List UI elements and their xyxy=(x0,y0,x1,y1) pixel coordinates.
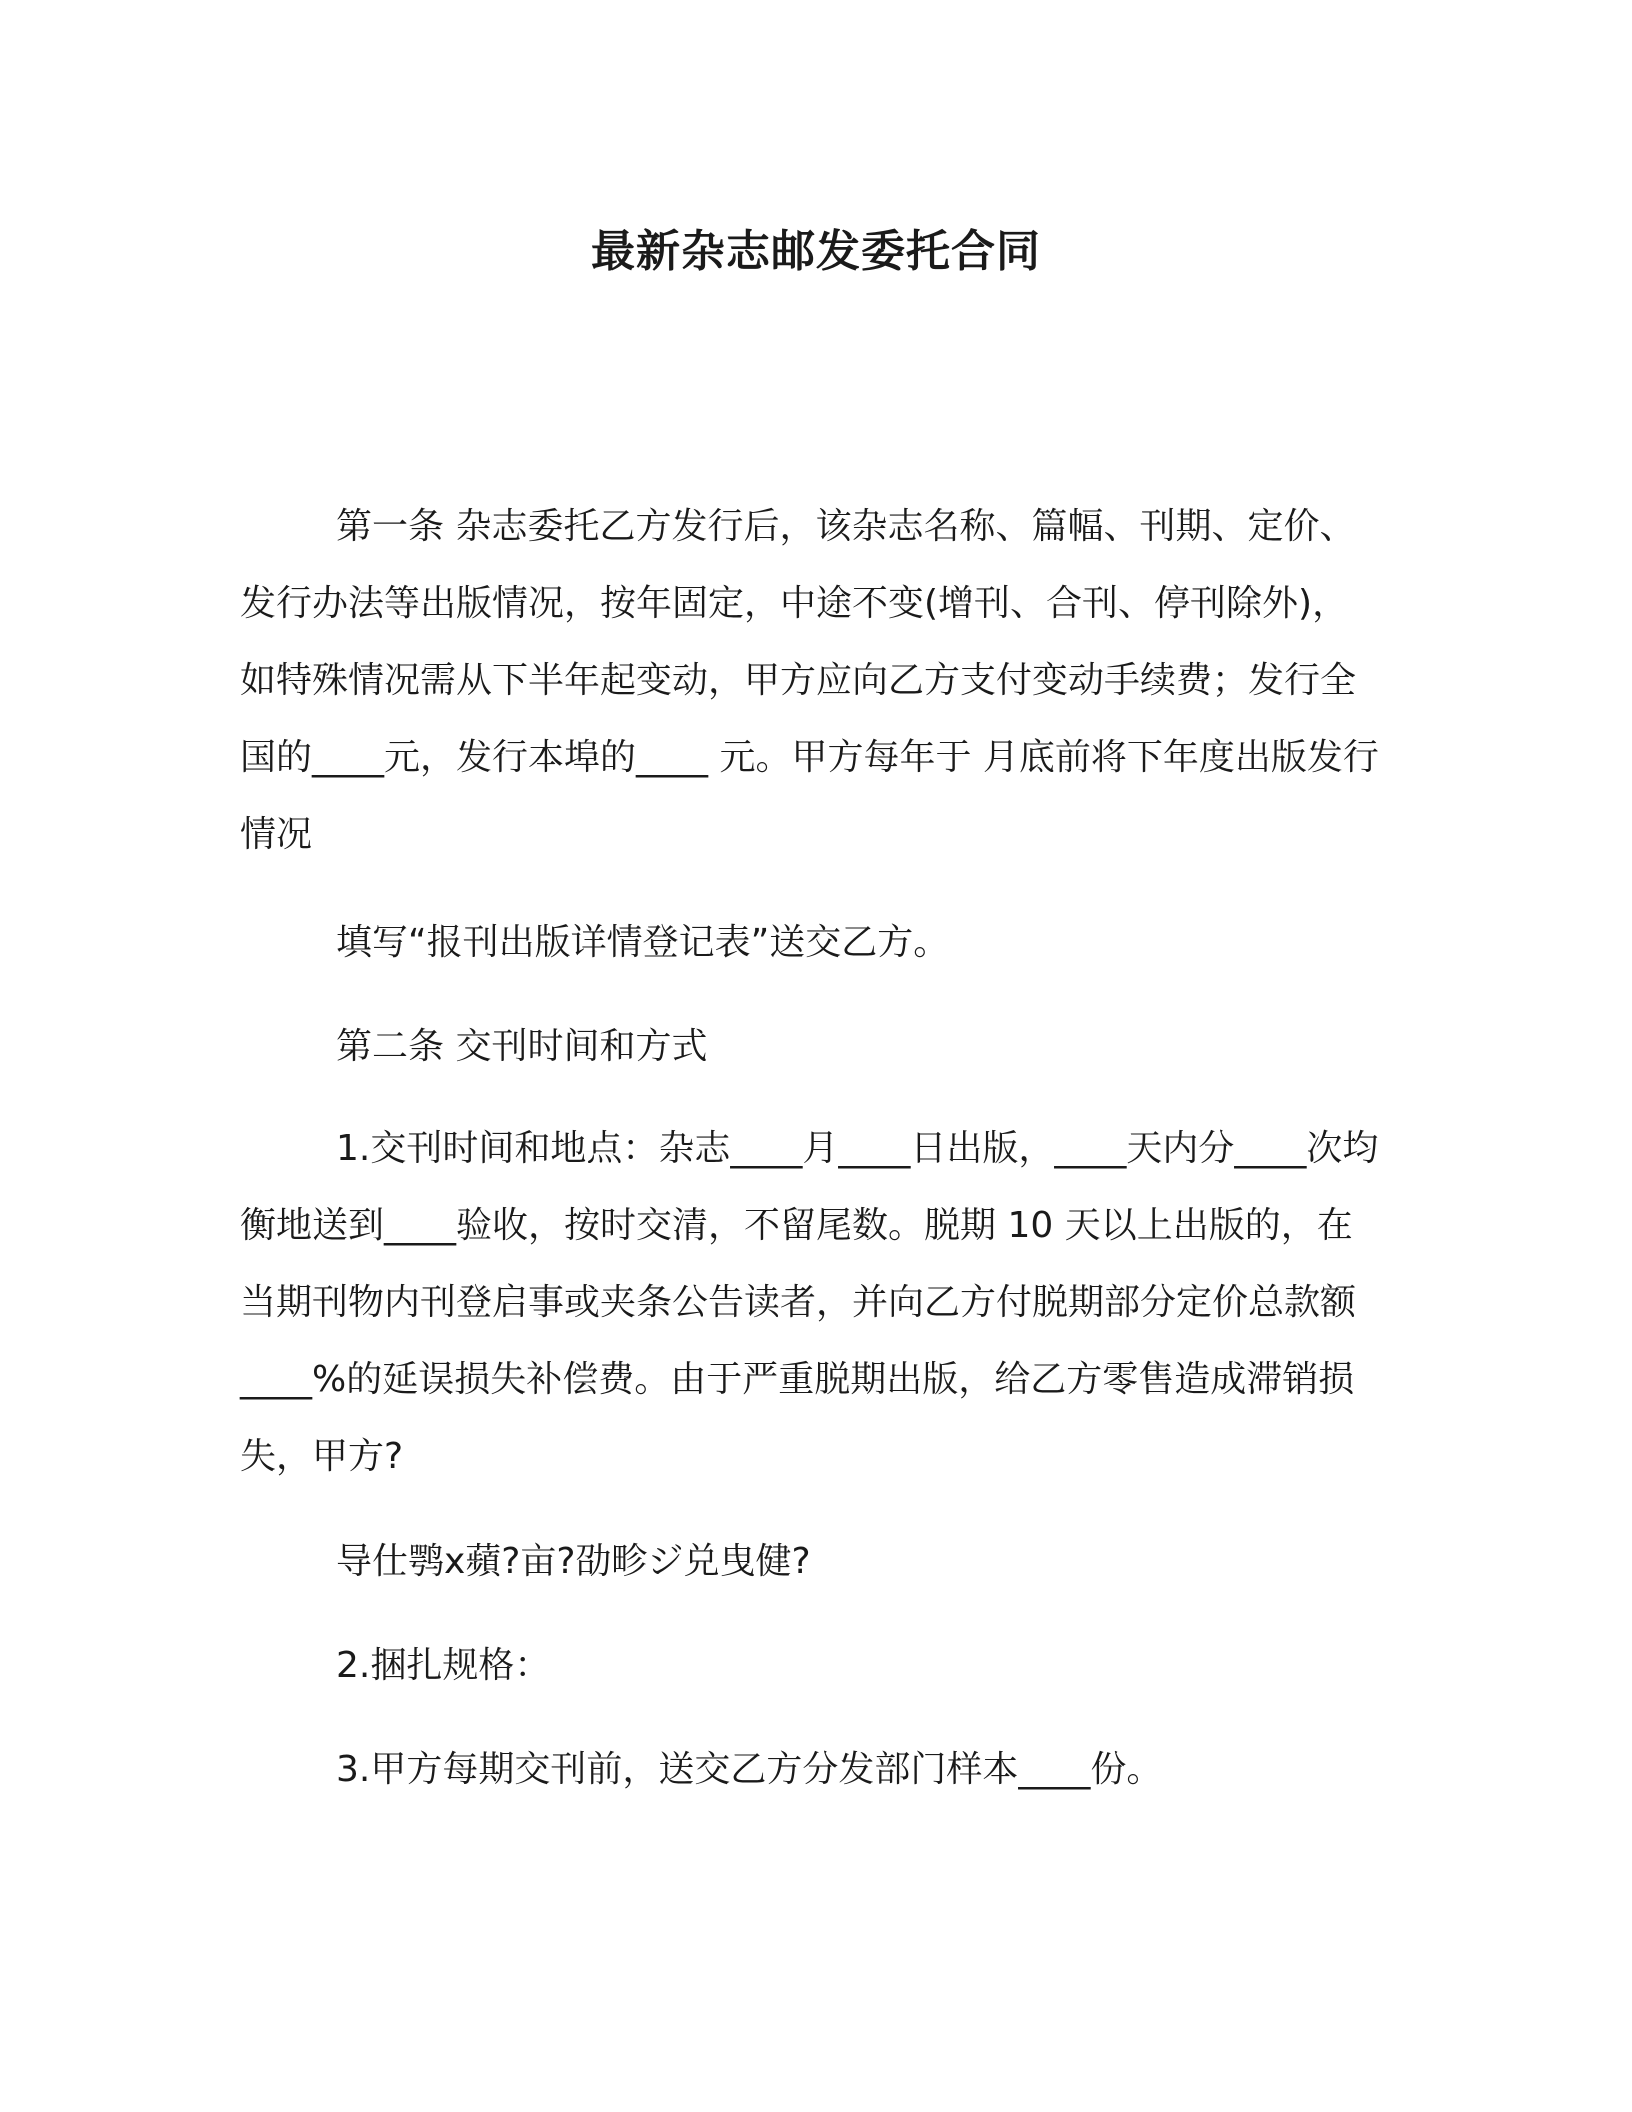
paragraph-delivery-time: 1.交刊时间和地点：杂志____月____日出版，____天内分____次均衡地送到____验收，按时交清，不留尾数。脱期 10 天以上出版的，在当期刊物内刊登启事或夹条公告读者，并向乙方付脱期部分定价总款额____%的延误损失补偿费。由于严重脱期出版，给乙方零售造成滞销损失，甲方? xyxy=(240,1128,1379,1477)
paragraph-fill-form: 填写“报刊出版详情登记表”送交乙方。 xyxy=(336,922,950,963)
paragraph-binding-spec: 2.捆扎规格： xyxy=(336,1645,551,1686)
paragraph-article-1: 第一条 杂志委托乙方发行后，该杂志名称、篇幅、刊期、定价、发行办法等出版情况，按年固定，中途不变(增刊、合刊、停刊除外)，如特殊情况需从下半年起变动，甲方应向乙方支付变动手续费；发行全国的____元，发行本埠的____ 元。甲方每年于 月底前将下年度出版发行情况 xyxy=(240,506,1379,855)
document-title: 最新杂志邮发委托合同 xyxy=(591,226,1041,277)
paragraph-garbled-text: 导仕鹗x蘋?亩?劭畛ジ兑曳健? xyxy=(336,1541,811,1582)
paragraph-article-2-heading: 第二条 交刊时间和方式 xyxy=(336,1026,708,1067)
paragraph-samples: 3.甲方每期交刊前，送交乙方分发部门样本____份。 xyxy=(336,1749,1163,1790)
